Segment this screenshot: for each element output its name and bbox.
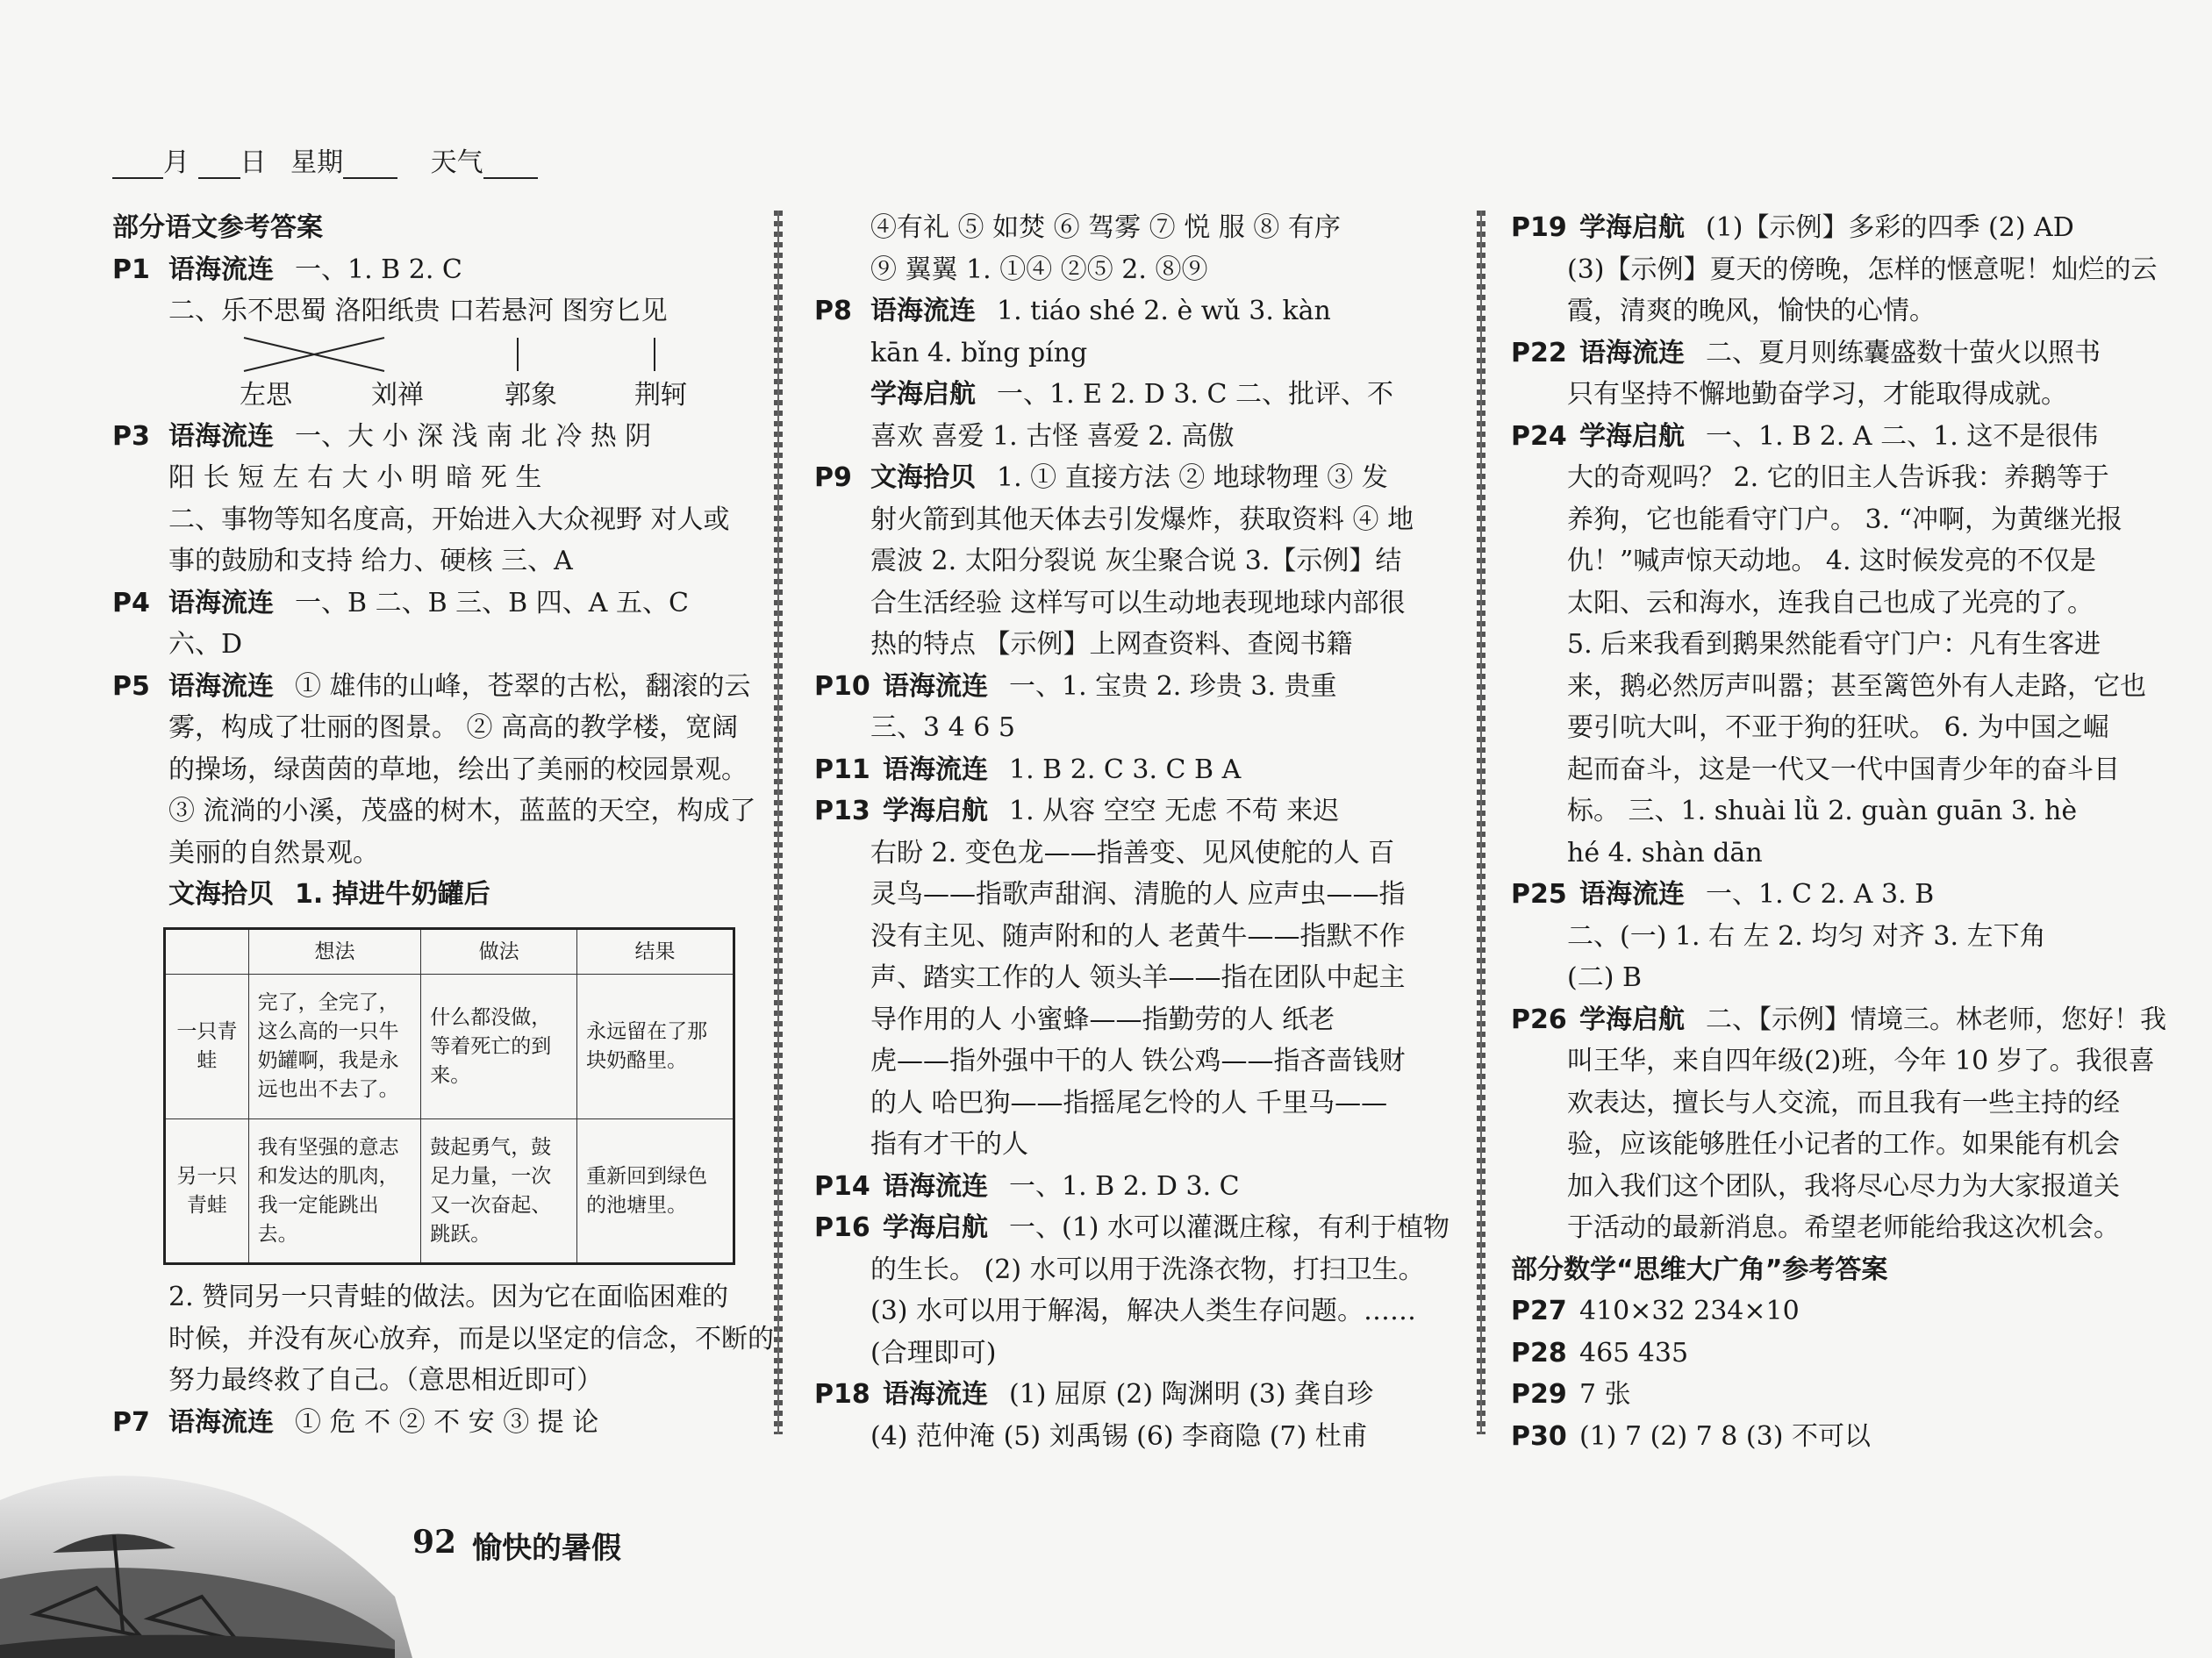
answer-line: 2. 赞同另一只青蛙的做法。因为它在面临困难的 [168, 1282, 729, 1312]
page-ref: P8 [814, 296, 852, 326]
answer-line: 465 435 [1579, 1337, 1689, 1369]
answer-line: 一、1. 宝贵 2. 珍贵 3. 贵重 [1009, 670, 1337, 702]
answer-line: 加入我们这个团队，我将尽心尽力为大家报道关 [1567, 1170, 2120, 1202]
answer-line: 1. ① 直接方法 ② 地球物理 ③ 发 [997, 462, 1388, 493]
answer-line: 努力最终救了自己。（意思相近即可） [168, 1365, 603, 1396]
idiom-matching [112, 332, 737, 416]
answer-line: 标。 三、1. shuài lǜ 2. guàn guān 3. hè [1567, 796, 2078, 826]
month-blank[interactable] [112, 174, 163, 179]
answer-line: 合生活经验 这样写可以生动地表现地球内部很 [870, 587, 1406, 618]
answer-line: 来，鹅必然厉声叫嚣；甚至篱笆外有人走路，它也 [1567, 670, 2146, 702]
section-label: 语海流连 [168, 670, 274, 702]
table-cell: 鼓起勇气，鼓足力量，一次又一次奋起、跳跃。 [421, 1119, 577, 1264]
table-header: 做法 [421, 929, 577, 975]
column-divider-1 [774, 211, 783, 1434]
page-ref: P16 [814, 1212, 870, 1243]
answer-line: ① 雄伟的山峰，苍翠的古松，翻滚的云 [295, 670, 751, 702]
month-label: 月 [163, 147, 190, 178]
page-ref: P7 [112, 1406, 150, 1438]
answer-line: 一、B 二、B 三、B 四、A 五、C [295, 587, 689, 618]
section-title-chinese: 部分语文参考答案 [112, 212, 323, 243]
weather-blank[interactable] [483, 174, 538, 179]
answer-line: ③ 流淌的小溪，茂盛的树木，蓝蓝的天空，构成了 [168, 796, 756, 826]
answer-line: 5. 后来我看到鹅果然能看守门户：凡有生客进 [1567, 629, 2101, 660]
answer-line: 霞，清爽的晚风，愉快的心情。 [1567, 296, 1936, 326]
section-label: 语海流连 [870, 296, 976, 326]
answer-line: (合理即可) [870, 1337, 997, 1369]
table-cell: 我有坚强的意志和发达的肌肉，我一定能跳出去。 [248, 1119, 421, 1264]
table-cell: 一只青蛙 [165, 975, 249, 1119]
table-cell: 重新回到绿色的池塘里。 [577, 1119, 734, 1264]
section-label: 学海启航 [883, 796, 988, 826]
weather-label: 天气 [430, 147, 483, 178]
idiom-person: 荆轲 [634, 379, 687, 411]
date-header [112, 140, 538, 179]
answer-line: (1)【示例】多彩的四季 (2) AD [1706, 212, 2074, 243]
section-label: 语海流连 [168, 587, 274, 618]
answer-line: 的人 哈巴狗——指摇尾乞怜的人 千里马—— [870, 1087, 1388, 1118]
answer-line: 一、(1) 水可以灌溉庄稼，有利于植物 [1009, 1212, 1450, 1243]
answer-line: 的操场，绿茵茵的草地，绘出了美丽的校园景观。 [168, 754, 748, 785]
page-ref: P18 [814, 1379, 870, 1410]
page-ref: P24 [1511, 420, 1567, 452]
answer-line: 一、1. E 2. D 3. C 二、批评、不 [997, 379, 1393, 410]
section-title-math: 部分数学“思维大广角”参考答案 [1511, 1254, 1888, 1285]
answer-line: 太阳、云和海水，连我自己也成了光亮的了。 [1567, 587, 2094, 618]
answer-line: (1) 7 (2) 7 8 (3) 不可以 [1579, 1420, 1871, 1452]
answer-line: (3) 水可以用于解渴，解决人类生存问题。…… [870, 1296, 1417, 1326]
answer-line: 美丽的自然景观。 [168, 837, 379, 868]
answer-line: 灵鸟——指歌声甜润、清脆的人 应声虫——指 [870, 879, 1406, 910]
section-label: 语海流连 [168, 254, 274, 285]
page-ref: P5 [112, 670, 150, 702]
answer-line: 叫王华，来自四年级(2)班，今年 10 岁了。我很喜 [1567, 1046, 2155, 1076]
section-label: 文海拾贝 [168, 879, 274, 910]
idiom-person: 左思 [240, 379, 292, 411]
page-ref: P14 [814, 1170, 870, 1202]
weekday-label: 星期 [290, 147, 344, 178]
section-label: 学海启航 [1579, 212, 1685, 243]
section-label: 语海流连 [883, 670, 988, 702]
answer-line: 射火箭到其他天体去引发爆炸，获取资料 ④ 地 [870, 504, 1414, 535]
page-ref: P13 [814, 796, 870, 826]
page-ref: P11 [814, 754, 870, 785]
answer-line: (二) B [1567, 962, 1642, 993]
answer-line: 1. B 2. C 3. C B A [1009, 754, 1242, 785]
day-blank[interactable] [198, 174, 240, 179]
answer-line: 声、踏实工作的人 领头羊——指在团队中起主 [870, 962, 1406, 993]
answer-line: ⑨ 翼翼 1. ①④ ②⑤ 2. ⑧⑨ [870, 254, 1208, 285]
page-ref: P10 [814, 670, 870, 702]
answer-line: 二、【示例】情境三。林老师，您好！我 [1706, 1004, 2166, 1035]
table-cell: 永远留在了那块奶酪里。 [577, 975, 734, 1119]
weekday-blank[interactable] [343, 174, 397, 179]
answer-line: 一、大 小 深 浅 南 北 冷 热 阴 [295, 420, 652, 452]
section-label: 语海流连 [883, 1379, 988, 1410]
answer-line: 热的特点 【示例】上网查资料、查阅书籍 [870, 629, 1353, 660]
answer-line: 喜欢 喜爱 1. 古怪 喜爱 2. 高傲 [870, 420, 1235, 452]
answer-line: 雾，构成了壮丽的图景。 ② 高高的教学楼，宽阔 [168, 712, 739, 743]
answer-line: hé 4. shàn dān [1567, 837, 1763, 868]
answer-line: 大的奇观吗？ 2. 它的旧主人告诉我：养鹅等于 [1567, 462, 2109, 493]
section-label: 语海流连 [1579, 337, 1685, 368]
section-label: 语海流连 [168, 420, 274, 452]
table-row [165, 975, 734, 1119]
table-row [165, 1119, 734, 1264]
answer-line: 二、事物等知名度高，开始进入大众视野 对人或 [168, 504, 730, 535]
table-header: 结果 [577, 929, 734, 975]
answer-line: 起而奋斗，这是一代又一代中国青少年的奋斗目 [1567, 754, 2120, 785]
table-header-row [165, 929, 734, 975]
answer-line: (1) 屈原 (2) 陶渊明 (3) 龚自珍 [1009, 1379, 1374, 1410]
answer-line: (3)【示例】夏天的傍晚，怎样的惬意呢！灿烂的云 [1567, 254, 2158, 285]
answer-line: 7 张 [1579, 1379, 1631, 1410]
answer-line: 要引吭大叫，不亚于狗的狂吠。 6. 为中国之崛 [1567, 712, 2109, 743]
section-label: 语海流连 [1579, 879, 1685, 910]
column-1-bottom [112, 1276, 774, 1443]
table-cell: 什么都没做，等着死亡的到来。 [421, 975, 577, 1119]
answer-line: 1. tiáo shé 2. è wǔ 3. kàn [997, 296, 1331, 326]
beach-illustration [0, 1447, 412, 1658]
answer-line: 二、夏月则练囊盛数十萤火以照书 [1706, 337, 2101, 368]
page-ref: P28 [1511, 1337, 1567, 1369]
table-header: 想法 [248, 929, 421, 975]
page-ref: P19 [1511, 212, 1567, 243]
day-label: 日 [240, 147, 267, 178]
answer-line: 只有坚持不懈地勤奋学习，才能取得成就。 [1567, 379, 2067, 410]
column-divider-2 [1477, 211, 1485, 1434]
answer-line: ① 危 不 ② 不 安 ③ 提 论 [295, 1406, 599, 1438]
answer-line: 导作用的人 小蜜蜂——指勤劳的人 纸老 [870, 1004, 1335, 1035]
answer-line: 三、3 4 6 5 [870, 712, 1015, 743]
answer-line: kān 4. bǐng píng [870, 337, 1088, 368]
page-ref: P9 [814, 462, 852, 493]
section-label: 学海启航 [1579, 1004, 1685, 1035]
book-title: 愉快的暑假 [472, 1531, 621, 1566]
page-ref: P27 [1511, 1296, 1567, 1326]
section-label: 学海启航 [870, 379, 976, 410]
page-ref: P3 [112, 420, 150, 452]
idiom-person: 郭象 [505, 379, 557, 411]
answer-line: 1. 从容 空空 无虑 不苟 来迟 [1009, 796, 1340, 826]
answer-line: 指有才干的人 [870, 1129, 1028, 1160]
section-label: 语海流连 [883, 754, 988, 785]
answer-line: ④有礼 ⑤ 如焚 ⑥ 驾雾 ⑦ 悦 服 ⑧ 有序 [870, 212, 1341, 243]
answer-line: 仇！”喊声惊天动地。 4. 这时候发亮的不仅是 [1567, 546, 2097, 576]
answer-line: 二、乐不思蜀 洛阳纸贵 口若悬河 图穷匕见 [168, 296, 668, 326]
section-label: 语海流连 [883, 1170, 988, 1202]
answer-line: 验，应该能够胜任小记者的工作。如果能有机会 [1567, 1129, 2120, 1160]
section-label: 学海启航 [883, 1212, 988, 1243]
page-ref: P30 [1511, 1420, 1567, 1452]
frog-comparison-table [163, 927, 735, 1265]
page-ref: P4 [112, 587, 150, 618]
answer-line: 1. 掉进牛奶罐后 [295, 879, 490, 910]
page-number: 92 [412, 1524, 457, 1561]
page-ref: P29 [1511, 1379, 1567, 1410]
column-1 [112, 207, 756, 916]
answer-line: 一、1. C 2. A 3. B [1706, 879, 1935, 910]
answer-line: 410×32 234×10 [1579, 1296, 1800, 1326]
column-2 [814, 207, 1450, 1457]
answer-line: 于活动的最新消息。希望老师能给我这次机会。 [1567, 1212, 2120, 1243]
table-cell: 另一只青蛙 [165, 1119, 249, 1264]
table-cell: 完了，全完了，这么高的一只牛奶罐啊，我是永远也出不去了。 [248, 975, 421, 1119]
table-header [165, 929, 249, 975]
answer-line: 一、1. B 2. C [295, 254, 462, 285]
page-ref: P26 [1511, 1004, 1567, 1035]
section-label: 学海启航 [1579, 420, 1685, 452]
answer-line: 震波 2. 太阳分裂说 灰尘聚合说 3.【示例】结 [870, 546, 1402, 576]
page-ref: P22 [1511, 337, 1567, 368]
answer-line: 右盼 2. 变色龙——指善变、见风使舵的人 百 [870, 837, 1395, 868]
section-label: 文海拾贝 [870, 462, 976, 493]
answer-line: (4) 范仲淹 (5) 刘禹锡 (6) 李商隐 (7) 杜甫 [870, 1420, 1368, 1452]
answer-line: 时候，并没有灰心放弃，而是以坚定的信念，不断的 [168, 1323, 774, 1354]
page-ref: P1 [112, 254, 150, 285]
answer-line: 的生长。 (2) 水可以用于洗涤衣物，打扫卫生。 [870, 1254, 1425, 1285]
answer-line: 阳 长 短 左 右 大 小 明 暗 死 生 [168, 462, 542, 493]
answer-line: 养狗，它也能看守门户。 3. “冲啊，为黄继光报 [1567, 504, 2123, 535]
answer-line: 虎——指外强中干的人 铁公鸡——指吝啬钱财 [870, 1046, 1406, 1076]
answer-line: 没有主见、随声附和的人 老黄牛——指默不作 [870, 920, 1406, 952]
answer-line: 一、1. B 2. D 3. C [1009, 1170, 1240, 1202]
idiom-person: 刘禅 [371, 379, 424, 411]
answer-line: 欢表达，擅长与人交流，而且我有一些主持的经 [1567, 1087, 2120, 1118]
page-ref: P25 [1511, 879, 1567, 910]
answer-line: 二、(一) 1. 右 左 2. 均匀 对齐 3. 左下角 [1567, 920, 2046, 952]
answer-line: 事的鼓励和支持 给力、硬核 三、A [168, 546, 573, 576]
answer-line: 一、1. B 2. A 二、1. 这不是很伟 [1706, 420, 2099, 452]
column-3 [1511, 207, 2166, 1457]
answer-line: 六、D [168, 629, 243, 660]
section-label: 语海流连 [168, 1406, 274, 1438]
